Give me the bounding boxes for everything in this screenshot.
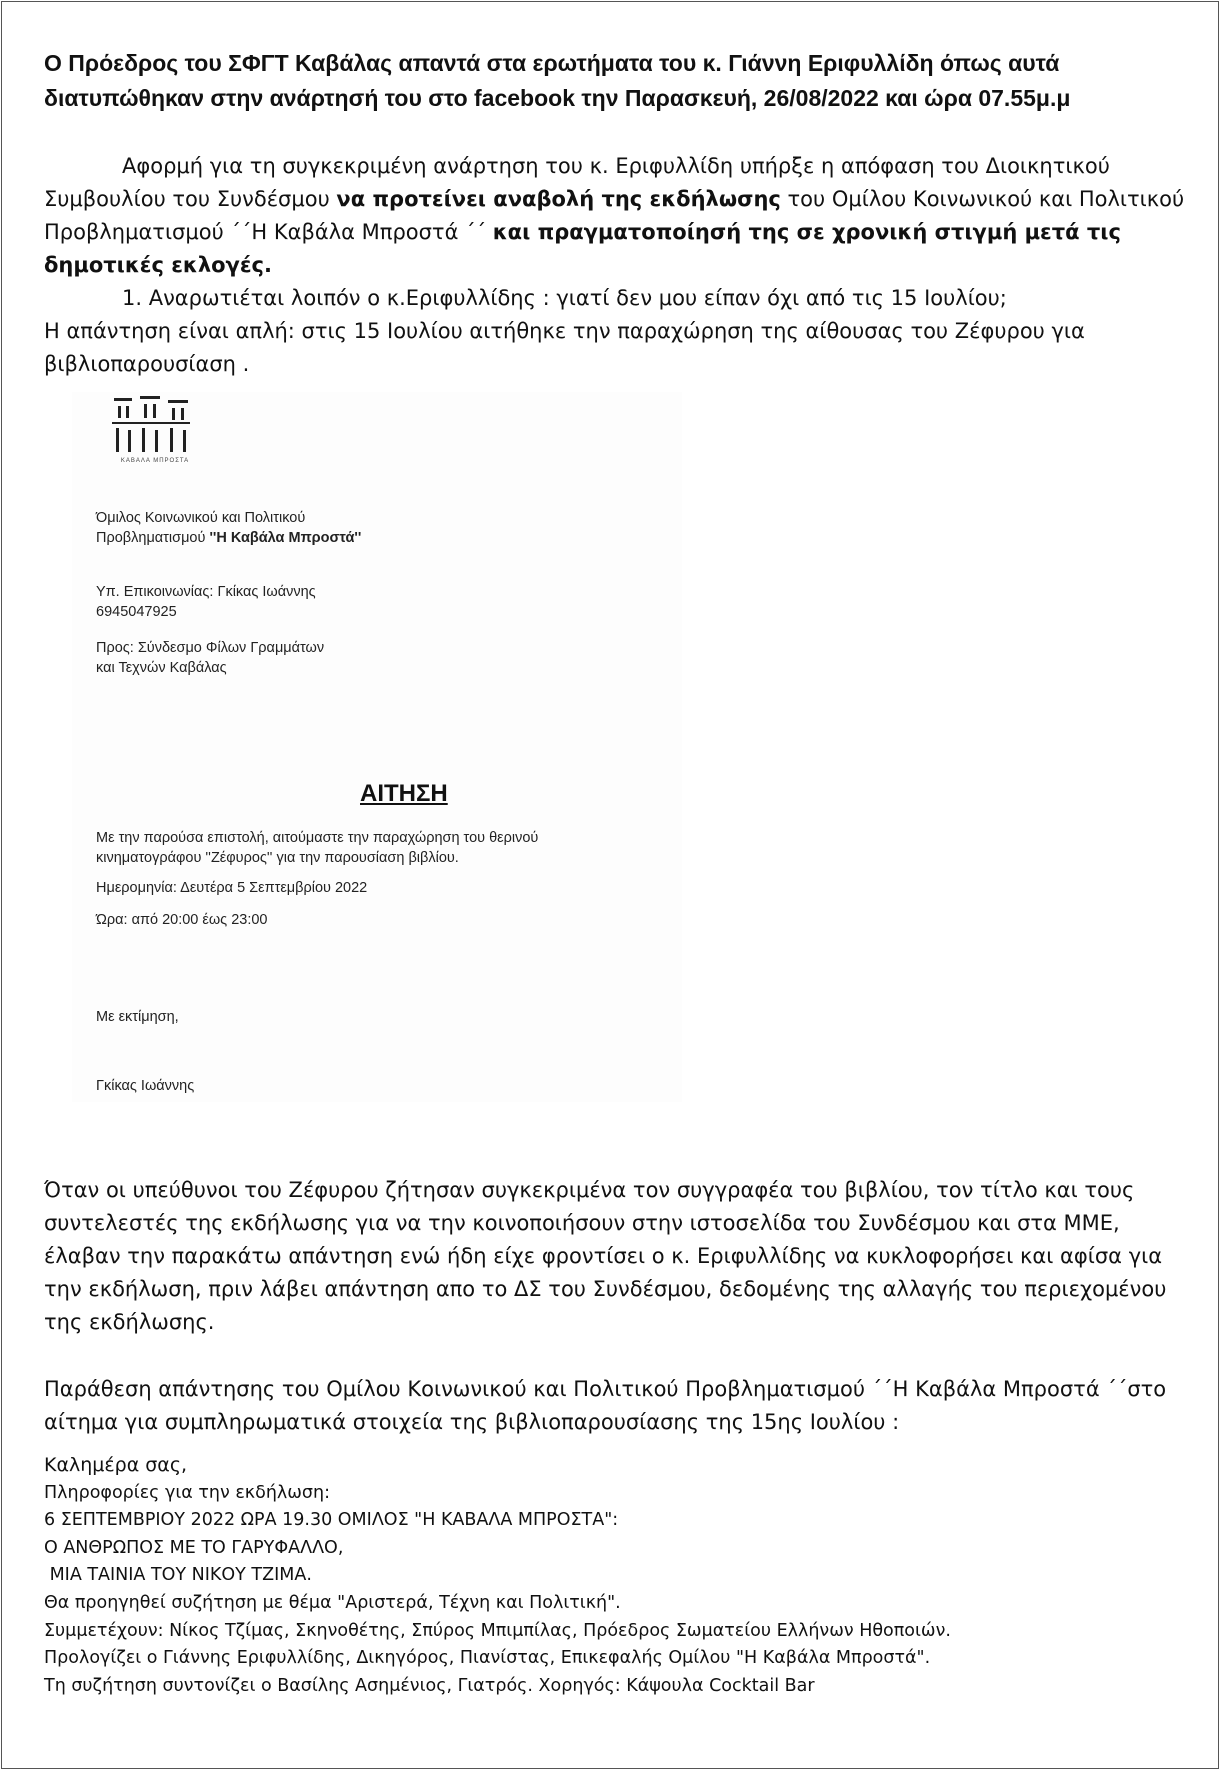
intro-text-a: Αφορμή για τη συγκεκριμένη ανάρτηση του κ. Εριφυλλίδη υπήρξε η απόφαση του Διοικητικού Συμβουλίου του Συνδέσμου [44,154,1110,211]
reply-greeting: Καλημέρα σας, [44,1454,188,1476]
intro-bold-b: να προτείνει αναβολή της εκδήλωσης [336,187,781,211]
embedded-letter [72,392,682,1102]
sender-name-bold: ''Η Καβάλα Μπροστά'' [209,530,362,546]
recipient-line-2: και Τεχνών Καβάλας [96,660,227,676]
paragraph-quote-intro: Παράθεση απάντησης του Ομίλου Κοινωνικού και Πολιτικού Προβληματισμού ΄΄Η Καβάλα Μπροστά ΄΄στο αίτημα για συμπληρωματικά στοιχεία της βιβλιοπαρουσίασης της 15ης Ιουλίου : [44,1377,1167,1434]
intro-section [44,150,1194,381]
logo-caption: ΚΑΒΑΛΑ ΜΠΡΟΣΤΑ [120,458,190,464]
intro-paragraph [44,150,1194,282]
letter-signature: Γκίκας Ιωάννης [96,1078,195,1094]
contact-person: Υπ. Επικοινωνίας: Γκίκας Ιωάννης [96,584,316,600]
reply-line: Συμμετέχουν: Νίκος Τζίμας, Σκηνοθέτης, Σπύρος Μπιμπίλας, Πρόεδρος Σωματείου Ελλήνων Ηθοποιών. [44,1620,951,1641]
reply-line: Προλογίζει ο Γιάννης Εριφυλλίδης, Δικηγόρος, Πιανίστας, Επικεφαλής Ομίλου "Η Καβάλα Μπροστά". [44,1648,931,1669]
sender-line-2-text: Προβληματισμού [96,530,210,546]
letter-closing: Με εκτίμηση, [96,1009,179,1025]
reply-line: Θα προηγηθεί συζήτηση με θέμα "Αριστερά, Τέχνη και Πολιτική". [44,1592,621,1613]
letter-body [96,828,656,868]
intro-bold-d: και πραγματοποίησή της σε χρονική στιγμή μετά τις δημοτικές εκλογές. [44,220,1121,277]
paragraph-zefyros: Όταν οι υπεύθυνοι του Ζέφυρου ζήτησαν συγκεκριμένα τον συγγραφέα του βιβλίου, τον τίτλο και τους συντελεστές της εκδήλωσης για να την κοινοποιήσουν στην ιστοσελίδα του Συνδέσμου και στα ΜΜΕ, έλαβαν την παρακάτω απάντηση ενώ ήδη είχε φροντίσει ο κ. Εριφυλλίδης να κυκλοφορήσει και αφίσα για την εκδήλωση, πριν λάβει απάντηση απο το ΔΣ του Συνδέσμου, δεδομένης της αλλαγής του περιεχομένου της εκδήλωσης. [44,1178,1167,1334]
intro-text-c: του Ομίλου Κοινωνικού και Πολιτικού Προβληματισμού ΄΄Η Καβάλα Μπροστά ΄΄ [44,187,1185,244]
letter-time: Ώρα: από 20:00 έως 23:00 [96,912,268,928]
letter-sender [96,508,396,548]
contact-phone: 6945047925 [96,604,177,620]
reply-line: Πληροφορίες για την εκδήλωση: [44,1482,330,1503]
document-page [1,1,1219,1769]
recipient-line-1: Προς: Σύνδεσμο Φίλων Γραμμάτων [96,640,325,656]
letter-heading: ΑΙΤΗΣΗ [360,780,448,807]
answer-1: Η απάντηση είναι απλή: στις 15 Ιουλίου αιτήθηκε την παραχώρηση της αίθουσας του Ζέφυρου για βιβλιοπαρουσίαση . [44,319,1085,376]
reply-line: Τη συζήτηση συντονίζει ο Βασίλης Ασημένιος, Γιατρός. Χορηγός: Κάψουλα Cocktail Bar [44,1675,815,1696]
reply-line: 6 ΣΕΠΤΕΜΒΡΙΟΥ 2022 ΩΡΑ 19.30 ΟΜΙΛΟΣ "Η ΚΑΒΑΛΑ ΜΠΡΟΣΤΑ": [44,1510,619,1531]
question-1: 1. Αναρωτιέται λοιπόν ο κ.Εριφυλλίδης : γιατί δεν μου είπαν όχι από τις 15 Ιουλίου; [122,286,1007,310]
letter-body-line-2: κινηματογράφου ''Ζέφυρος'' για την παρουσίαση βιβλίου. [96,850,459,866]
letter-date: Ημερομηνία: Δευτέρα 5 Σεπτεμβρίου 2022 [96,880,368,896]
reply-line: Ο ΑΝΘΡΩΠΟΣ ΜΕ ΤΟ ΓΑΡΥΦΑΛΛΟ, [44,1537,344,1558]
letter-contact [96,582,396,622]
sender-line-1: Όμιλος Κοινωνικού και Πολιτικού [96,510,306,526]
letter-recipient [96,638,396,678]
letter-body-line-1: Με την παρούσα επιστολή, αιτούμαστε την παραχώρηση του θερινού [96,830,539,846]
quoted-reply [44,1452,1194,1700]
document-title: Ο Πρόεδρος του ΣΦΓΤ Καβάλας απαντά στα ερωτήματα του κ. Γιάννη Εριφυλλίδη όπως αυτά διατυπώθηκαν στην ανάρτησή του στο facebook την Παρασκευή, 26/08/2022 και ώρα 07.55μ.μ [44,50,1071,111]
sender-line-2 [96,528,396,548]
reply-line: ΜΙΑ ΤΑΙΝΙΑ ΤΟΥ ΝΙΚΟΥ ΤΖΙΜΑ. [44,1565,312,1586]
